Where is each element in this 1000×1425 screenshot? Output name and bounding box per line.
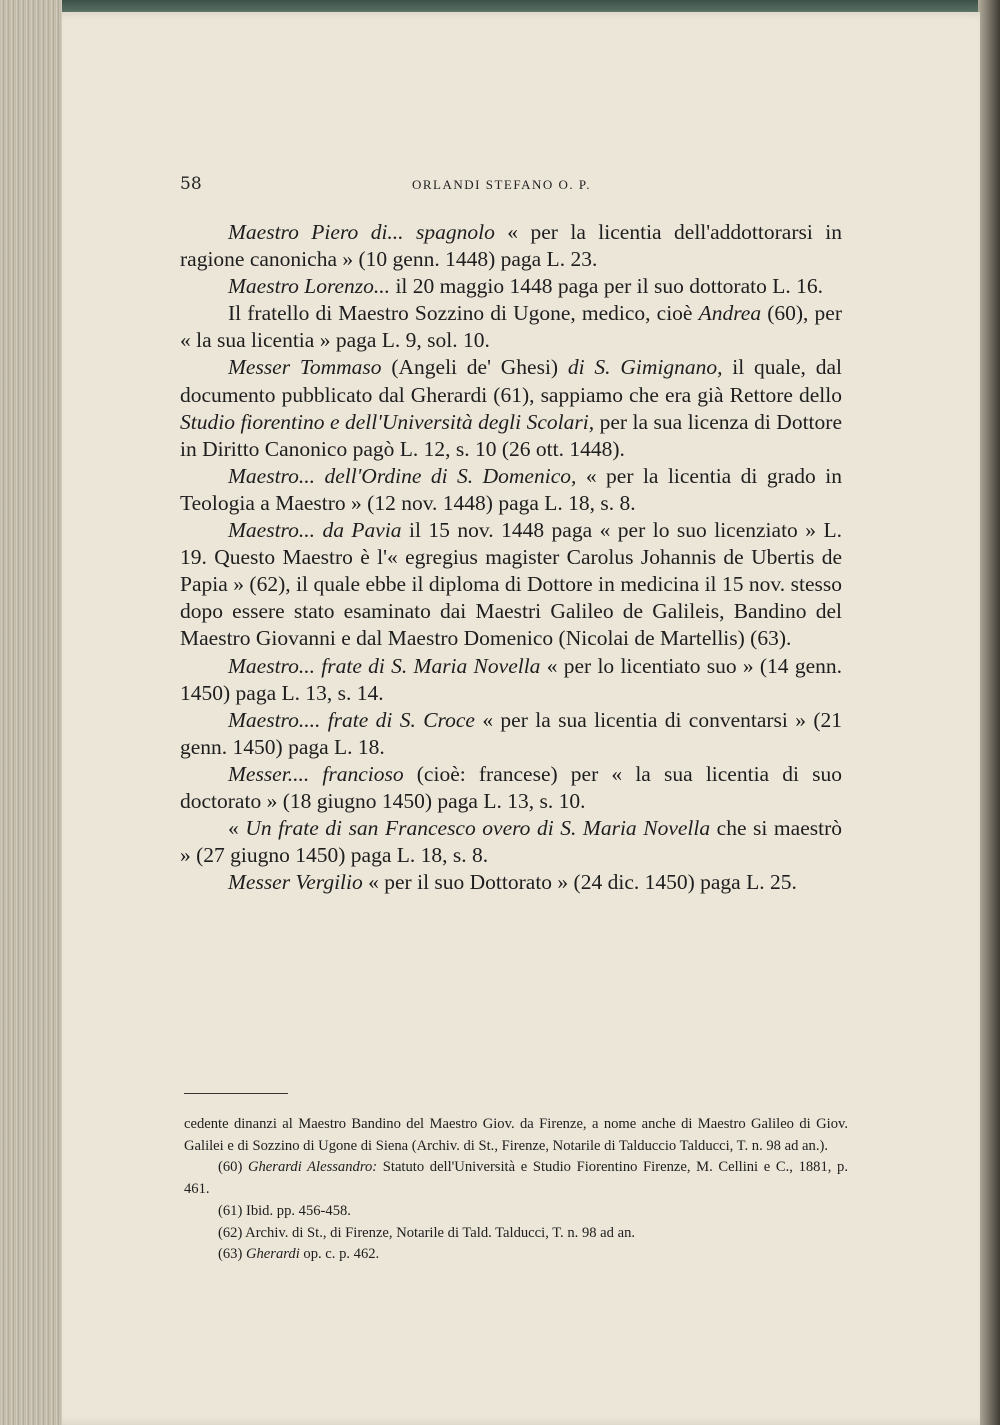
page-header [180,174,820,196]
paragraph: Messer Tommaso (Angeli de' Ghesi) di S. Gimignano, il quale, dal documento pubblicato dal Gherardi (61), sappiamo che era già Rettore dello Studio fiorentino e dell'Università degli Scolari, per la sua licenza di Dottore in Diritto Canonico pagò L. 12, s. 10 (26 ott. 1448). [180,355,842,461]
footnote-divider [184,1093,288,1094]
footnote-continuation: cedente dinanzi al Maestro Bandino del Maestro Giov. da Firenze, a nome anche di Maestro Galileo di Giov. Galilei e di Sozzino di Ugone di Siena (Archiv. di St., Firenze, Notarile di Talduccio Talducci, T. n. 98 ad an.). [184,1116,848,1154]
footnotes [184,1114,848,1266]
footnote-61: (61) Ibid. pp. 456-458. [218,1202,351,1219]
paragraph: « Un frate di san Francesco overo di S. Maria Novella che si maestrò » (27 giugno 1450) paga L. 18, s. 8. [180,816,842,868]
paragraph: Messer Vergilio « per il suo Dottorato » (24 dic. 1450) paga L. 25. [228,870,797,895]
running-head: ORLANDI STEFANO O. P. [412,177,591,192]
paragraph: Maestro Lorenzo... il 20 maggio 1448 paga per il suo dottorato L. 16. [228,274,823,299]
page-number: 58 [180,174,202,194]
paragraph: Maestro... da Pavia il 15 nov. 1448 paga « per lo suo licenziato » L. 19. Questo Maestro è l'« egregius magister Carolus Johannis de Ubertis de Papia » (62), il quale ebbe il diploma di Dottore in medicina il 15 nov. stesso dopo essere stato esaminato dai Maestri Galileo de Galileis, Bandino del Maestro Giovanni e dal Maestro Domenico (Nicolai de Martellis) (63). [180,518,842,651]
paragraph: Maestro.... frate di S. Croce « per la sua licentia di conventarsi » (21 genn. 1450) paga L. 18. [180,707,843,759]
footnote-63: (63) Gherardi op. c. p. 462. [218,1246,380,1263]
paragraph: Maestro... dell'Ordine di S. Domenico, « per la licentia di grado in Teologia a Maestro » (12 nov. 1448) paga L. 18, s. 8. [180,463,842,515]
paragraph: Maestro... frate di S. Maria Novella « per lo licentiato suo » (14 genn. 1450) paga L. 13, s. 14. [180,653,842,705]
paragraph: Maestro Piero di... spagnolo « per la licentia dell'addottorarsi in ragione canonicha » (10 genn. 1448) paga L. 23. [180,220,842,272]
footnote-60: (60) Gherardi Alessandro: Statuto dell'Università e Studio Fiorentino Firenze, M. Cellini e C., 1881, p. 461. [184,1159,848,1198]
footnote-62: (62) Archiv. di St., di Firenze, Notarile di Tald. Talducci, T. n. 98 ad an. [218,1224,636,1241]
book-page-edges [0,0,62,1425]
paragraph: Il fratello di Maestro Sozzino di Ugone, medico, cioè Andrea (60), per « la sua licentia » paga L. 9, sol. 10. [180,301,842,353]
paragraph: Messer.... francioso (cioè: francese) per « la sua licentia di suo doctorato » (18 giugno 1450) paga L. 13, s. 10. [180,761,843,813]
main-text [180,219,842,896]
book-cover-edge-right [978,0,1000,1425]
